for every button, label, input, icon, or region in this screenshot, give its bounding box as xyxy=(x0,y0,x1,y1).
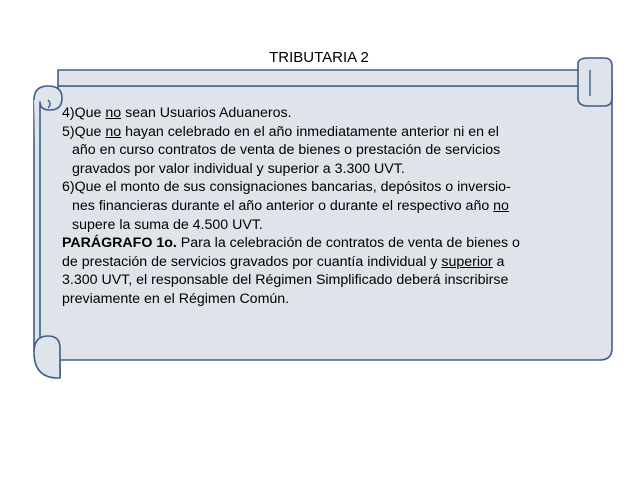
paragraph-heading: PARÁGRAFO 1o. xyxy=(62,235,177,252)
item-4: 4)Que no sean Usuarios Aduaneros. xyxy=(62,105,292,121)
item-5-line-3: gravados por valor individual y superior a 3.300 UVT. xyxy=(72,160,405,177)
scroll-top-right-flap xyxy=(578,58,612,106)
item-6-line-2: nes financieras durante el año anterior o durante el respectivo año no xyxy=(72,197,509,214)
item-6-line-1: 6)Que el monto de sus consignaciones bancarias, depósitos o inversio- xyxy=(62,179,511,196)
scroll-text xyxy=(62,104,592,309)
paragraph-line-4: previamente en el Régimen Común. xyxy=(62,290,290,307)
item-5-line-2: año en curso contratos de venta de bienes o prestación de servicios xyxy=(72,142,501,159)
paragraph-line-3: 3.300 UVT, el responsable del Régimen Simplificado deberá inscribirse xyxy=(62,272,509,289)
paragraph-line-1: PARÁGRAFO 1o. Para la celebración de contratos de venta de bienes o xyxy=(62,235,520,252)
item-5-line-1: 5)Que no hayan celebrado en el año inmediatamente anterior ni en el xyxy=(62,123,499,140)
paragraph-line-2: de prestación de servicios gravados por cuantía individual y superior a xyxy=(62,253,505,270)
item-6-line-3: supere la suma de 4.500 UVT. xyxy=(72,216,263,233)
slide-title: TRIBUTARIA 2 xyxy=(269,49,369,66)
